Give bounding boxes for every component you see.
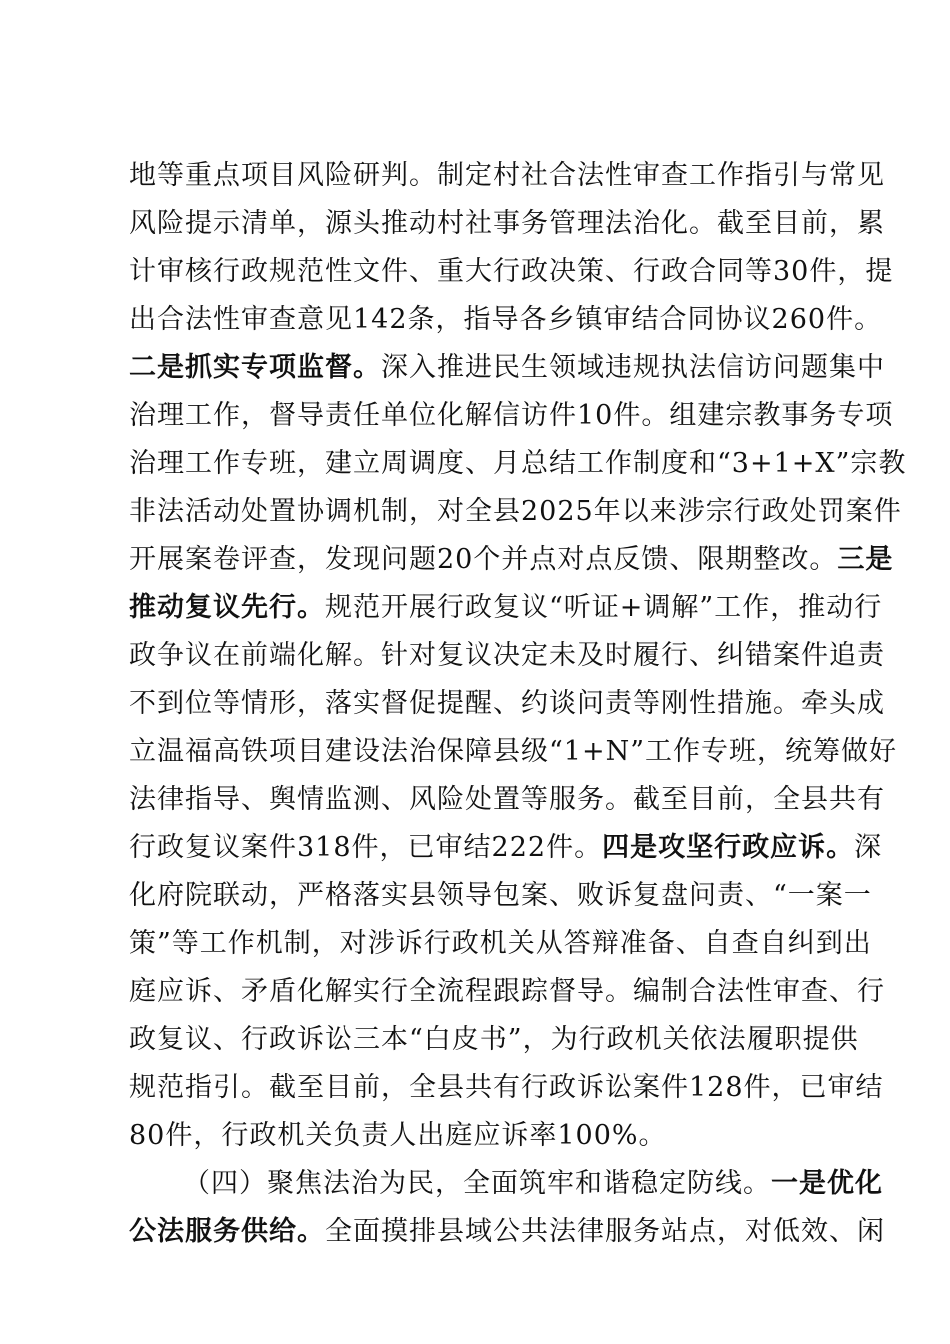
text-run: 开展案卷评查，发现问题20个并点对点反馈、限期整改。	[129, 544, 838, 575]
text-run: 规范开展行政复议“听证+调解”工作，推动行	[325, 592, 883, 623]
text-line	[129, 680, 885, 728]
text-line	[129, 872, 872, 920]
text-run: 策”等工作机制，对涉诉行政机关从答辩准备、自查自纠到出	[129, 928, 872, 959]
text-line	[129, 536, 894, 584]
text-run: 庭应诉、矛盾化解实行全流程跟踪督导。编制合法性审查、行	[129, 976, 885, 1007]
text-run: 法律指导、舆情监测、风险处置等服务。截至目前，全县共有	[129, 784, 885, 815]
text-run: 化府院联动，严格落实县领导包案、败诉复盘问责、“一案一	[129, 880, 872, 911]
text-run: 治理工作，督导责任单位化解信访件10件。组建宗教事务专项	[129, 400, 894, 431]
text-line	[129, 824, 883, 872]
text-run: 治理工作专班，建立周调度、月总结工作制度和“3+1+X”宗教	[129, 448, 907, 479]
text-line	[129, 1016, 859, 1064]
text-run: 全面摸排县域公共法律服务站点，对低效、闲	[325, 1216, 885, 1247]
text-run: 立温福高铁项目建设法治保障县级“1+N”工作专班，统筹做好	[129, 736, 898, 767]
text-run: 地等重点项目风险研判。制定村社合法性审查工作指引与常见	[129, 160, 885, 191]
text-line	[129, 584, 883, 632]
bold-heading-run: 一是优化	[771, 1168, 883, 1199]
text-run: 非法活动处置协调机制，对全县2025年以来涉宗行政处罚案件	[129, 496, 902, 527]
text-line	[129, 920, 872, 968]
text-line	[129, 632, 885, 680]
text-line	[129, 1064, 884, 1112]
text-line	[129, 248, 894, 296]
bold-heading-run: 三是	[837, 544, 894, 575]
bold-heading-run: 二是抓实专项监督。	[129, 352, 381, 383]
text-line	[129, 344, 885, 392]
text-run: 深入推进民生领域违规执法信访问题集中	[381, 352, 885, 383]
text-line	[129, 200, 885, 248]
text-line	[129, 968, 885, 1016]
text-run: 规范指引。截至目前，全县共有行政诉讼案件128件，已审结	[129, 1072, 884, 1103]
text-line	[129, 728, 898, 776]
text-line	[129, 776, 885, 824]
text-line	[129, 392, 894, 440]
text-line	[129, 296, 883, 344]
text-run: 政复议、行政诉讼三本“白皮书”，为行政机关依法履职提供	[129, 1024, 859, 1055]
text-run: 80件，行政机关负责人出庭应诉率100%。	[129, 1120, 667, 1151]
text-line	[183, 1160, 883, 1208]
text-run: （四）聚焦法治为民，全面筑牢和谐稳定防线。	[183, 1168, 771, 1199]
text-line	[129, 1208, 885, 1256]
text-line	[129, 440, 907, 488]
text-run: 深	[854, 832, 883, 863]
text-run: 计审核行政规范性文件、重大行政决策、行政合同等30件，提	[129, 256, 894, 287]
text-run: 不到位等情形，落实督促提醒、约谈问责等刚性措施。牵头成	[129, 688, 885, 719]
text-line	[129, 488, 902, 536]
text-run: 出合法性审查意见142条，指导各乡镇审结合同协议260件。	[129, 304, 883, 335]
bold-heading-run: 推动复议先行。	[129, 592, 325, 623]
text-run: 风险提示清单，源头推动村社事务管理法治化。截至目前，累	[129, 208, 885, 239]
bold-heading-run: 公法服务供给。	[129, 1216, 325, 1247]
bold-heading-run: 四是攻坚行政应诉。	[602, 832, 855, 863]
text-run: 政争议在前端化解。针对复议决定未及时履行、纠错案件追责	[129, 640, 885, 671]
text-run: 行政复议案件318件，已审结222件。	[129, 832, 603, 863]
text-line	[129, 152, 885, 200]
text-line	[129, 1112, 832, 1160]
